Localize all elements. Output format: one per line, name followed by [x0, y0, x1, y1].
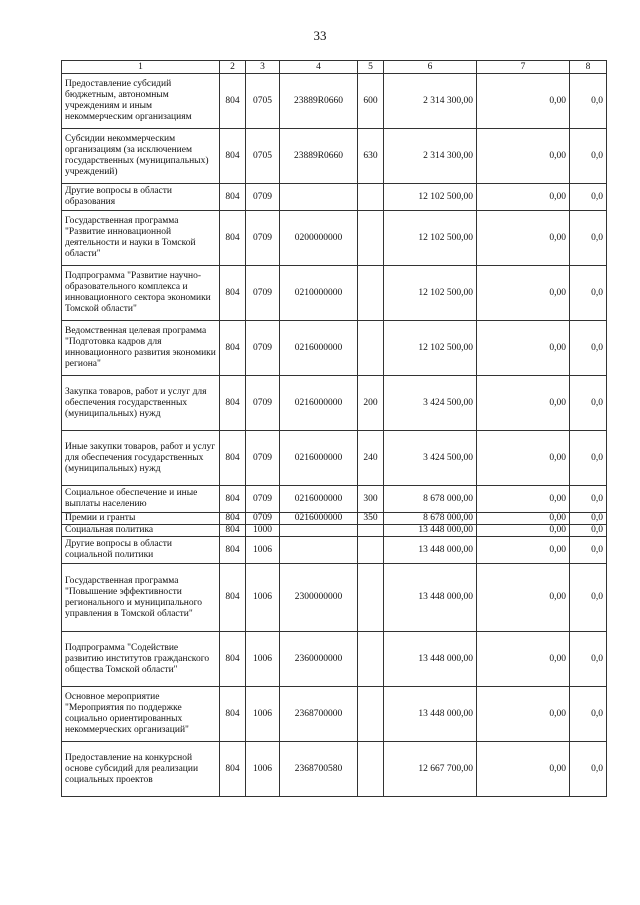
page-number: 33 [313, 28, 327, 43]
row-cell-c8: 0,0 [570, 266, 607, 321]
row-cell-c3: 0709 [246, 321, 280, 376]
row-cell-c3: 1006 [246, 564, 280, 632]
row-name-cell: Премии и гранты [62, 513, 220, 525]
row-cell-c7: 0,00 [477, 129, 570, 184]
row-cell-c6: 12 667 700,00 [384, 742, 477, 797]
table-row [62, 537, 607, 564]
row-cell-c7: 0,00 [477, 537, 570, 564]
row-cell-c6: 13 448 000,00 [384, 632, 477, 687]
row-cell-c8: 0,0 [570, 129, 607, 184]
row-cell-c3: 0709 [246, 376, 280, 431]
table-row [62, 525, 607, 537]
row-cell-c2: 804 [220, 321, 246, 376]
row-cell-c5 [358, 184, 384, 211]
row-cell-c4: 0200000000 [280, 211, 358, 266]
row-cell-c6: 12 102 500,00 [384, 266, 477, 321]
row-cell-c5: 350 [358, 513, 384, 525]
row-name-cell: Основное мероприятие "Мероприятия по поддержке социально ориентированных некоммерческих организаций" [62, 687, 220, 742]
row-cell-c4 [280, 184, 358, 211]
row-cell-c2: 804 [220, 537, 246, 564]
row-cell-c3: 0705 [246, 74, 280, 129]
row-cell-c4: 2368700580 [280, 742, 358, 797]
row-cell-c6: 8 678 000,00 [384, 486, 477, 513]
row-name-cell: Предоставление на конкурсной основе субсидий для реализации социальных проектов [62, 742, 220, 797]
row-name-cell: Субсидии некоммерческим организациям (за исключением государственных (муниципальных) учреждений) [62, 129, 220, 184]
row-cell-c7: 0,00 [477, 321, 570, 376]
row-cell-c8: 0,0 [570, 632, 607, 687]
row-cell-c6: 13 448 000,00 [384, 687, 477, 742]
column-header-7: 7 [477, 61, 570, 74]
row-cell-c8: 0,0 [570, 211, 607, 266]
column-header-3: 3 [246, 61, 280, 74]
row-cell-c3: 1006 [246, 632, 280, 687]
row-name-cell: Предоставление субсидий бюджетным, автономным учреждениям и иным некоммерческим организациям [62, 74, 220, 129]
row-cell-c2: 804 [220, 742, 246, 797]
row-cell-c5 [358, 266, 384, 321]
row-cell-c5 [358, 632, 384, 687]
row-cell-c5: 600 [358, 74, 384, 129]
table-row [62, 742, 607, 797]
row-cell-c8: 0,0 [570, 537, 607, 564]
table-row [62, 211, 607, 266]
row-name-cell: Подпрограмма "Содействие развитию институтов гражданского общества Томской области" [62, 632, 220, 687]
row-cell-c2: 804 [220, 376, 246, 431]
row-cell-c2: 804 [220, 525, 246, 537]
row-cell-c5: 630 [358, 129, 384, 184]
row-cell-c5 [358, 211, 384, 266]
row-name-cell: Социальная политика [62, 525, 220, 537]
row-cell-c2: 804 [220, 211, 246, 266]
row-cell-c7: 0,00 [477, 525, 570, 537]
row-cell-c5 [358, 564, 384, 632]
row-cell-c2: 804 [220, 431, 246, 486]
row-cell-c6: 13 448 000,00 [384, 525, 477, 537]
row-cell-c6: 12 102 500,00 [384, 211, 477, 266]
row-name-cell: Социальное обеспечение и иные выплаты населению [62, 486, 220, 513]
table-header [62, 61, 607, 74]
row-cell-c4: 23889R0660 [280, 74, 358, 129]
table-row [62, 431, 607, 486]
row-cell-c3: 0709 [246, 513, 280, 525]
table-row [62, 266, 607, 321]
row-cell-c5 [358, 525, 384, 537]
row-cell-c3: 0709 [246, 184, 280, 211]
row-name-cell: Другие вопросы в области социальной политики [62, 537, 220, 564]
row-cell-c3: 0709 [246, 486, 280, 513]
row-cell-c3: 1006 [246, 687, 280, 742]
header-row [62, 61, 607, 74]
column-header-8: 8 [570, 61, 607, 74]
column-header-2: 2 [220, 61, 246, 74]
row-cell-c6: 2 314 300,00 [384, 74, 477, 129]
row-cell-c3: 1006 [246, 537, 280, 564]
row-cell-c6: 3 424 500,00 [384, 376, 477, 431]
row-cell-c7: 0,00 [477, 431, 570, 486]
row-cell-c2: 804 [220, 184, 246, 211]
row-cell-c8: 0,0 [570, 431, 607, 486]
row-cell-c8: 0,0 [570, 74, 607, 129]
row-cell-c8: 0,0 [570, 376, 607, 431]
row-cell-c4: 2368700000 [280, 687, 358, 742]
table-row [62, 74, 607, 129]
row-cell-c5 [358, 537, 384, 564]
row-cell-c7: 0,00 [477, 513, 570, 525]
row-name-cell: Государственная программа "Развитие инновационной деятельности и науки в Томской области" [62, 211, 220, 266]
row-cell-c5: 240 [358, 431, 384, 486]
column-header-1: 1 [62, 61, 220, 74]
row-cell-c2: 804 [220, 513, 246, 525]
table-row [62, 486, 607, 513]
row-cell-c8: 0,0 [570, 742, 607, 797]
row-cell-c2: 804 [220, 564, 246, 632]
row-cell-c6: 13 448 000,00 [384, 564, 477, 632]
row-cell-c2: 804 [220, 687, 246, 742]
row-cell-c7: 0,00 [477, 376, 570, 431]
row-cell-c4: 0216000000 [280, 431, 358, 486]
budget-table [61, 60, 607, 797]
row-cell-c4: 0216000000 [280, 321, 358, 376]
table-body [62, 74, 607, 797]
row-cell-c6: 3 424 500,00 [384, 431, 477, 486]
row-cell-c3: 0709 [246, 431, 280, 486]
row-cell-c8: 0,0 [570, 513, 607, 525]
table-row [62, 632, 607, 687]
row-cell-c2: 804 [220, 486, 246, 513]
row-cell-c5 [358, 742, 384, 797]
row-cell-c8: 0,0 [570, 184, 607, 211]
row-name-cell: Иные закупки товаров, работ и услуг для обеспечения государственных (муниципальных) нужд [62, 431, 220, 486]
row-cell-c8: 0,0 [570, 525, 607, 537]
row-cell-c7: 0,00 [477, 564, 570, 632]
row-cell-c2: 804 [220, 632, 246, 687]
row-cell-c7: 0,00 [477, 742, 570, 797]
row-cell-c7: 0,00 [477, 74, 570, 129]
row-cell-c8: 0,0 [570, 564, 607, 632]
row-cell-c6: 12 102 500,00 [384, 184, 477, 211]
row-name-cell: Государственная программа "Повышение эффективности регионального и муниципального управления в Томской области" [62, 564, 220, 632]
row-cell-c6: 13 448 000,00 [384, 537, 477, 564]
row-cell-c3: 1000 [246, 525, 280, 537]
row-cell-c7: 0,00 [477, 687, 570, 742]
row-cell-c2: 804 [220, 74, 246, 129]
row-cell-c2: 804 [220, 266, 246, 321]
row-cell-c4: 2300000000 [280, 564, 358, 632]
row-cell-c7: 0,00 [477, 184, 570, 211]
column-header-5: 5 [358, 61, 384, 74]
row-cell-c4: 0216000000 [280, 513, 358, 525]
row-cell-c3: 0709 [246, 266, 280, 321]
row-cell-c6: 8 678 000,00 [384, 513, 477, 525]
row-cell-c6: 2 314 300,00 [384, 129, 477, 184]
row-cell-c5 [358, 687, 384, 742]
row-cell-c7: 0,00 [477, 486, 570, 513]
row-cell-c7: 0,00 [477, 266, 570, 321]
column-header-4: 4 [280, 61, 358, 74]
row-cell-c3: 0709 [246, 211, 280, 266]
table-row [62, 184, 607, 211]
row-cell-c7: 0,00 [477, 632, 570, 687]
table-row [62, 376, 607, 431]
row-cell-c7: 0,00 [477, 211, 570, 266]
table-row [62, 687, 607, 742]
row-cell-c4: 0216000000 [280, 486, 358, 513]
row-cell-c6: 12 102 500,00 [384, 321, 477, 376]
column-header-6: 6 [384, 61, 477, 74]
row-cell-c3: 1006 [246, 742, 280, 797]
table-row [62, 513, 607, 525]
row-cell-c4: 2360000000 [280, 632, 358, 687]
row-cell-c4: 0216000000 [280, 376, 358, 431]
row-name-cell: Подпрограмма "Развитие научно-образовательного комплекса и инновационного сектора экономики Томской области" [62, 266, 220, 321]
row-cell-c3: 0705 [246, 129, 280, 184]
row-cell-c4 [280, 525, 358, 537]
table-row [62, 129, 607, 184]
row-cell-c4: 0210000000 [280, 266, 358, 321]
row-cell-c5 [358, 321, 384, 376]
row-cell-c8: 0,0 [570, 321, 607, 376]
row-name-cell: Ведомственная целевая программа "Подготовка кадров для инновационного развития экономики региона" [62, 321, 220, 376]
row-cell-c4: 23889R0660 [280, 129, 358, 184]
row-name-cell: Другие вопросы в области образования [62, 184, 220, 211]
row-name-cell: Закупка товаров, работ и услуг для обеспечения государственных (муниципальных) нужд [62, 376, 220, 431]
table-row [62, 564, 607, 632]
table-row [62, 321, 607, 376]
row-cell-c8: 0,0 [570, 687, 607, 742]
row-cell-c5: 200 [358, 376, 384, 431]
row-cell-c8: 0,0 [570, 486, 607, 513]
row-cell-c5: 300 [358, 486, 384, 513]
row-cell-c2: 804 [220, 129, 246, 184]
row-cell-c4 [280, 537, 358, 564]
